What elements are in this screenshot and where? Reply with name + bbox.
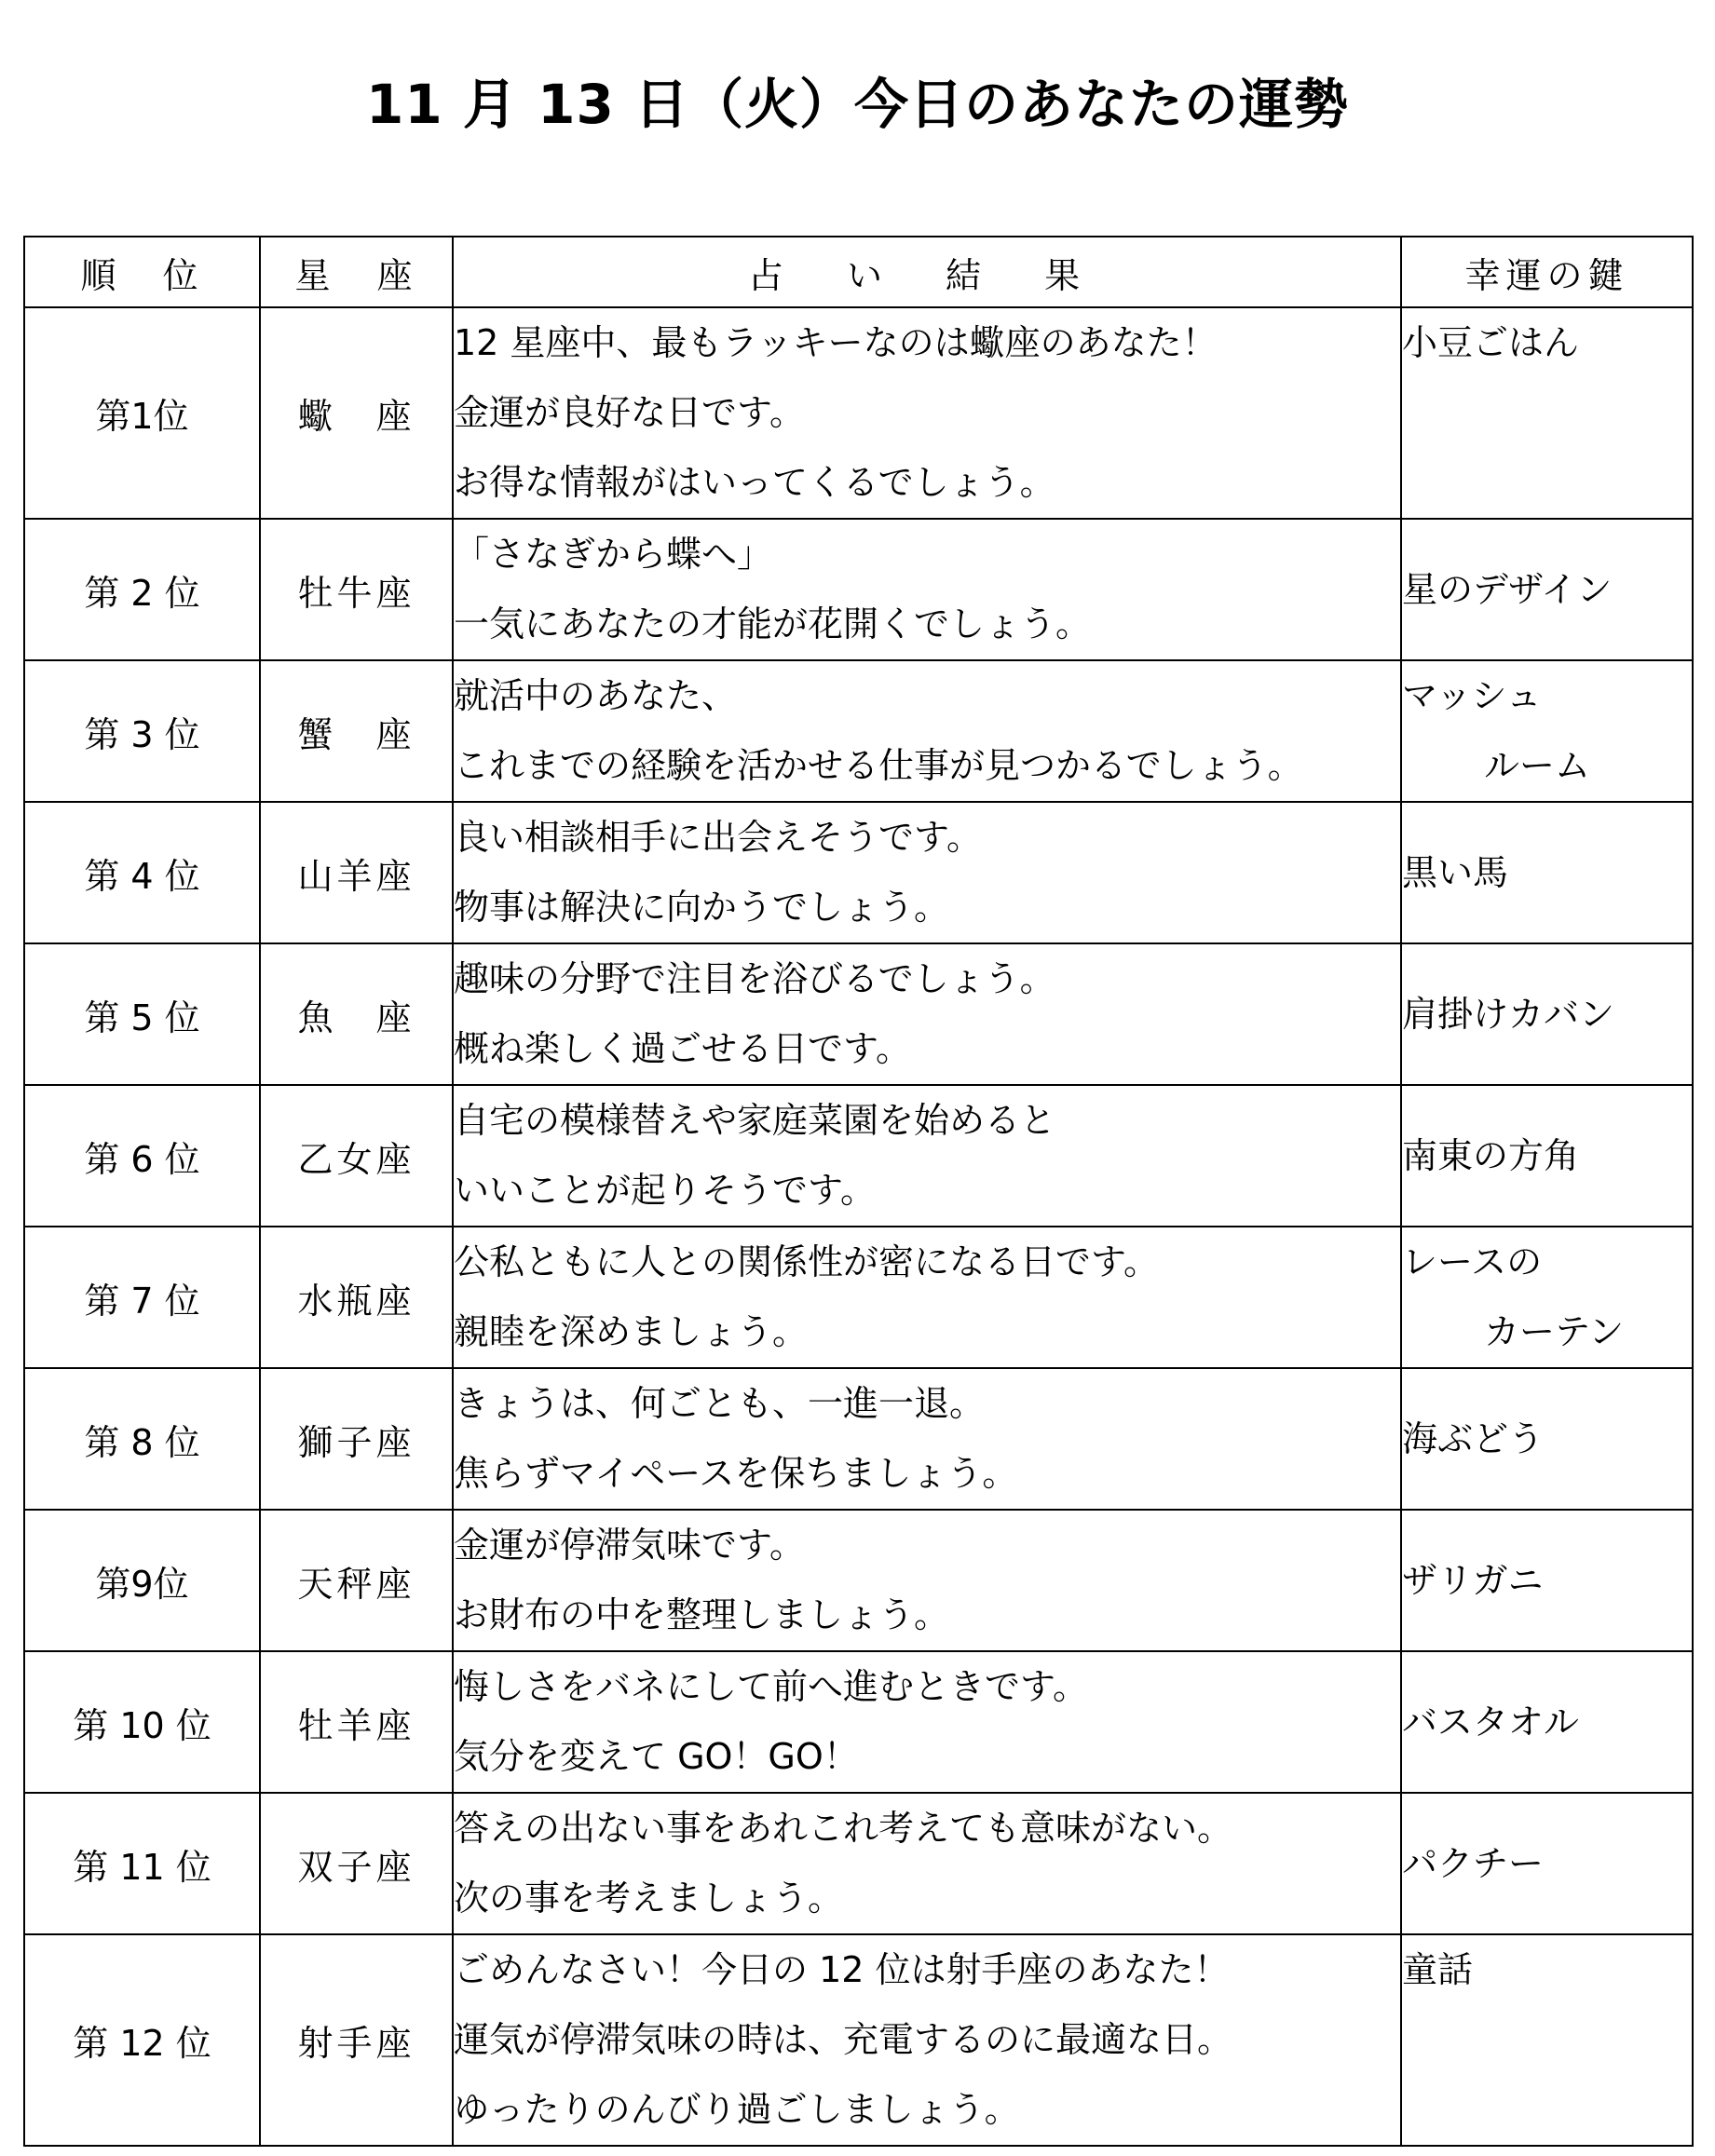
result-cell <box>453 519 1401 660</box>
result-line: お得な情報がはいってくるでしょう。 <box>454 462 1055 503</box>
lucky-key-cell <box>1401 943 1693 1085</box>
lucky-key-cell <box>1401 519 1693 660</box>
sign-cell: 双子座 <box>260 1793 453 1934</box>
result-line: 公私ともに人との関係性が密になる日です。 <box>454 1241 1159 1282</box>
result-line: 金運が良好な日です。 <box>454 392 805 433</box>
lucky-key: 海ぶどう <box>1402 1417 1545 1459</box>
table-row <box>24 660 1693 802</box>
column-header-rank: 順 位 <box>24 237 260 307</box>
rank-cell: 第 10 位 <box>24 1651 260 1793</box>
lucky-key-cell <box>1401 1510 1693 1651</box>
rank-cell: 第 2 位 <box>24 519 260 660</box>
table-row <box>24 1793 1693 1934</box>
lucky-key-cell <box>1401 1934 1693 2146</box>
result-line: 次の事を考えましょう。 <box>454 1878 844 1919</box>
lucky-key: 肩掛けカバン <box>1402 993 1615 1035</box>
result-cell <box>453 943 1401 1085</box>
rank-cell: 第 5 位 <box>24 943 260 1085</box>
result-cell <box>453 1651 1401 1793</box>
column-header-sign: 星 座 <box>260 237 453 307</box>
sign-cell: 乙女座 <box>260 1085 453 1227</box>
lucky-key-cell <box>1401 802 1693 943</box>
lucky-key-cell <box>1401 1651 1693 1793</box>
result-line: これまでの経験を活かせる仕事が見つかるでしょう。 <box>454 745 1303 786</box>
lucky-key: バスタオル <box>1402 1701 1580 1742</box>
result-line: 就活中のあなた、 <box>454 675 738 716</box>
fortune-table <box>23 236 1694 2147</box>
sign-cell: 蠍 座 <box>260 307 453 519</box>
column-header-key: 幸運の鍵 <box>1401 237 1693 307</box>
lucky-key-cell <box>1401 1368 1693 1510</box>
result-line: 金運が停滞気味です。 <box>454 1525 805 1566</box>
lucky-key: ザリガニ <box>1402 1559 1544 1601</box>
table-row <box>24 1651 1693 1793</box>
result-line: 良い相談相手に出会えそうです。 <box>454 817 982 858</box>
result-line: 答えの出ない事をあれこれ考えても意味がない。 <box>454 1808 1233 1849</box>
result-line: きょうは、何ごとも、一進一退。 <box>454 1383 986 1424</box>
lucky-key: マッシュ <box>1402 675 1542 716</box>
sign-cell: 射手座 <box>260 1934 453 2146</box>
page-title: 11 月 13 日（火）今日のあなたの運勢 <box>365 73 1349 136</box>
sign-cell: 蟹 座 <box>260 660 453 802</box>
result-cell <box>453 1227 1401 1368</box>
result-cell <box>453 1793 1401 1934</box>
table-row <box>24 1368 1693 1510</box>
result-line: いいことが起りそうです。 <box>454 1170 876 1211</box>
column-header-result: 占 い 結 果 <box>453 237 1401 307</box>
result-line: ごめんなさい！今日の 12 位は射手座のあなた！ <box>454 1949 1230 1990</box>
table-row <box>24 1510 1693 1651</box>
lucky-key-cell <box>1401 660 1693 802</box>
result-cell <box>453 660 1401 802</box>
result-line: 「さなぎから蝶へ」 <box>454 534 773 575</box>
result-line: 物事は解決に向かうでしょう。 <box>454 887 950 928</box>
result-line: 気分を変えて GO！GO！ <box>454 1736 859 1777</box>
result-cell <box>453 802 1401 943</box>
rank-cell: 第 6 位 <box>24 1085 260 1227</box>
table-row <box>24 519 1693 660</box>
lucky-key: 黒い馬 <box>1402 851 1509 893</box>
table-row <box>24 802 1693 943</box>
lucky-key-cell <box>1401 1085 1693 1227</box>
lucky-key: 童話 <box>1402 1949 1474 1990</box>
lucky-key-cell <box>1401 307 1693 519</box>
result-line: 親睦を深めましょう。 <box>454 1311 809 1352</box>
lucky-key: 南東の方角 <box>1402 1134 1580 1176</box>
result-line: 悔しさをバネにして前へ進むときです。 <box>454 1666 1088 1707</box>
sign-cell: 山羊座 <box>260 802 453 943</box>
table-header-row <box>24 237 1693 307</box>
table-row <box>24 307 1693 519</box>
result-line: ゆったりのんびり過ごしましょう。 <box>454 2089 1020 2130</box>
result-cell <box>453 1085 1401 1227</box>
sign-cell: 牡牛座 <box>260 519 453 660</box>
table-row <box>24 1085 1693 1227</box>
rank-cell: 第 11 位 <box>24 1793 260 1934</box>
rank-cell: 第1位 <box>24 307 260 519</box>
lucky-key: 小豆ごはん <box>1402 322 1580 363</box>
result-line: 12 星座中、最もラッキーなのは蠍座のあなた！ <box>454 322 1218 363</box>
result-line: 運気が停滞気味の時は、充電するのに最適な日。 <box>454 2019 1233 2060</box>
result-line: 概ね楽しく過ごせる日です。 <box>454 1028 911 1069</box>
sign-cell: 獅子座 <box>260 1368 453 1510</box>
sign-cell: 天秤座 <box>260 1510 453 1651</box>
result-line: 趣味の分野で注目を浴びるでしょう。 <box>454 958 1055 999</box>
result-line: お財布の中を整理しましょう。 <box>454 1594 950 1635</box>
rank-cell: 第9位 <box>24 1510 260 1651</box>
lucky-key-cell <box>1401 1793 1693 1934</box>
result-cell <box>453 307 1401 519</box>
lucky-key: ルーム <box>1484 745 1591 786</box>
rank-cell: 第 7 位 <box>24 1227 260 1368</box>
table-row <box>24 1934 1693 2146</box>
result-line: 一気にあなたの才能が花開くでしょう。 <box>454 603 1092 644</box>
result-cell <box>453 1510 1401 1651</box>
table-row <box>24 1227 1693 1368</box>
rank-cell: 第 8 位 <box>24 1368 260 1510</box>
rank-cell: 第 12 位 <box>24 1934 260 2146</box>
lucky-key: カーテン <box>1484 1311 1625 1352</box>
sign-cell: 魚 座 <box>260 943 453 1085</box>
table-row <box>24 943 1693 1085</box>
result-cell <box>453 1934 1401 2146</box>
result-line: 焦らずマイペースを保ちましょう。 <box>454 1453 1018 1494</box>
result-line: 自宅の模様替えや家庭菜園を始めると <box>454 1100 1056 1141</box>
rank-cell: 第 3 位 <box>24 660 260 802</box>
lucky-key: レースの <box>1402 1241 1543 1282</box>
result-cell <box>453 1368 1401 1510</box>
lucky-key: 星のデザイン <box>1402 568 1613 610</box>
rank-cell: 第 4 位 <box>24 802 260 943</box>
sign-cell: 牡羊座 <box>260 1651 453 1793</box>
lucky-key: パクチー <box>1402 1842 1545 1884</box>
lucky-key-cell <box>1401 1227 1693 1368</box>
sign-cell: 水瓶座 <box>260 1227 453 1368</box>
